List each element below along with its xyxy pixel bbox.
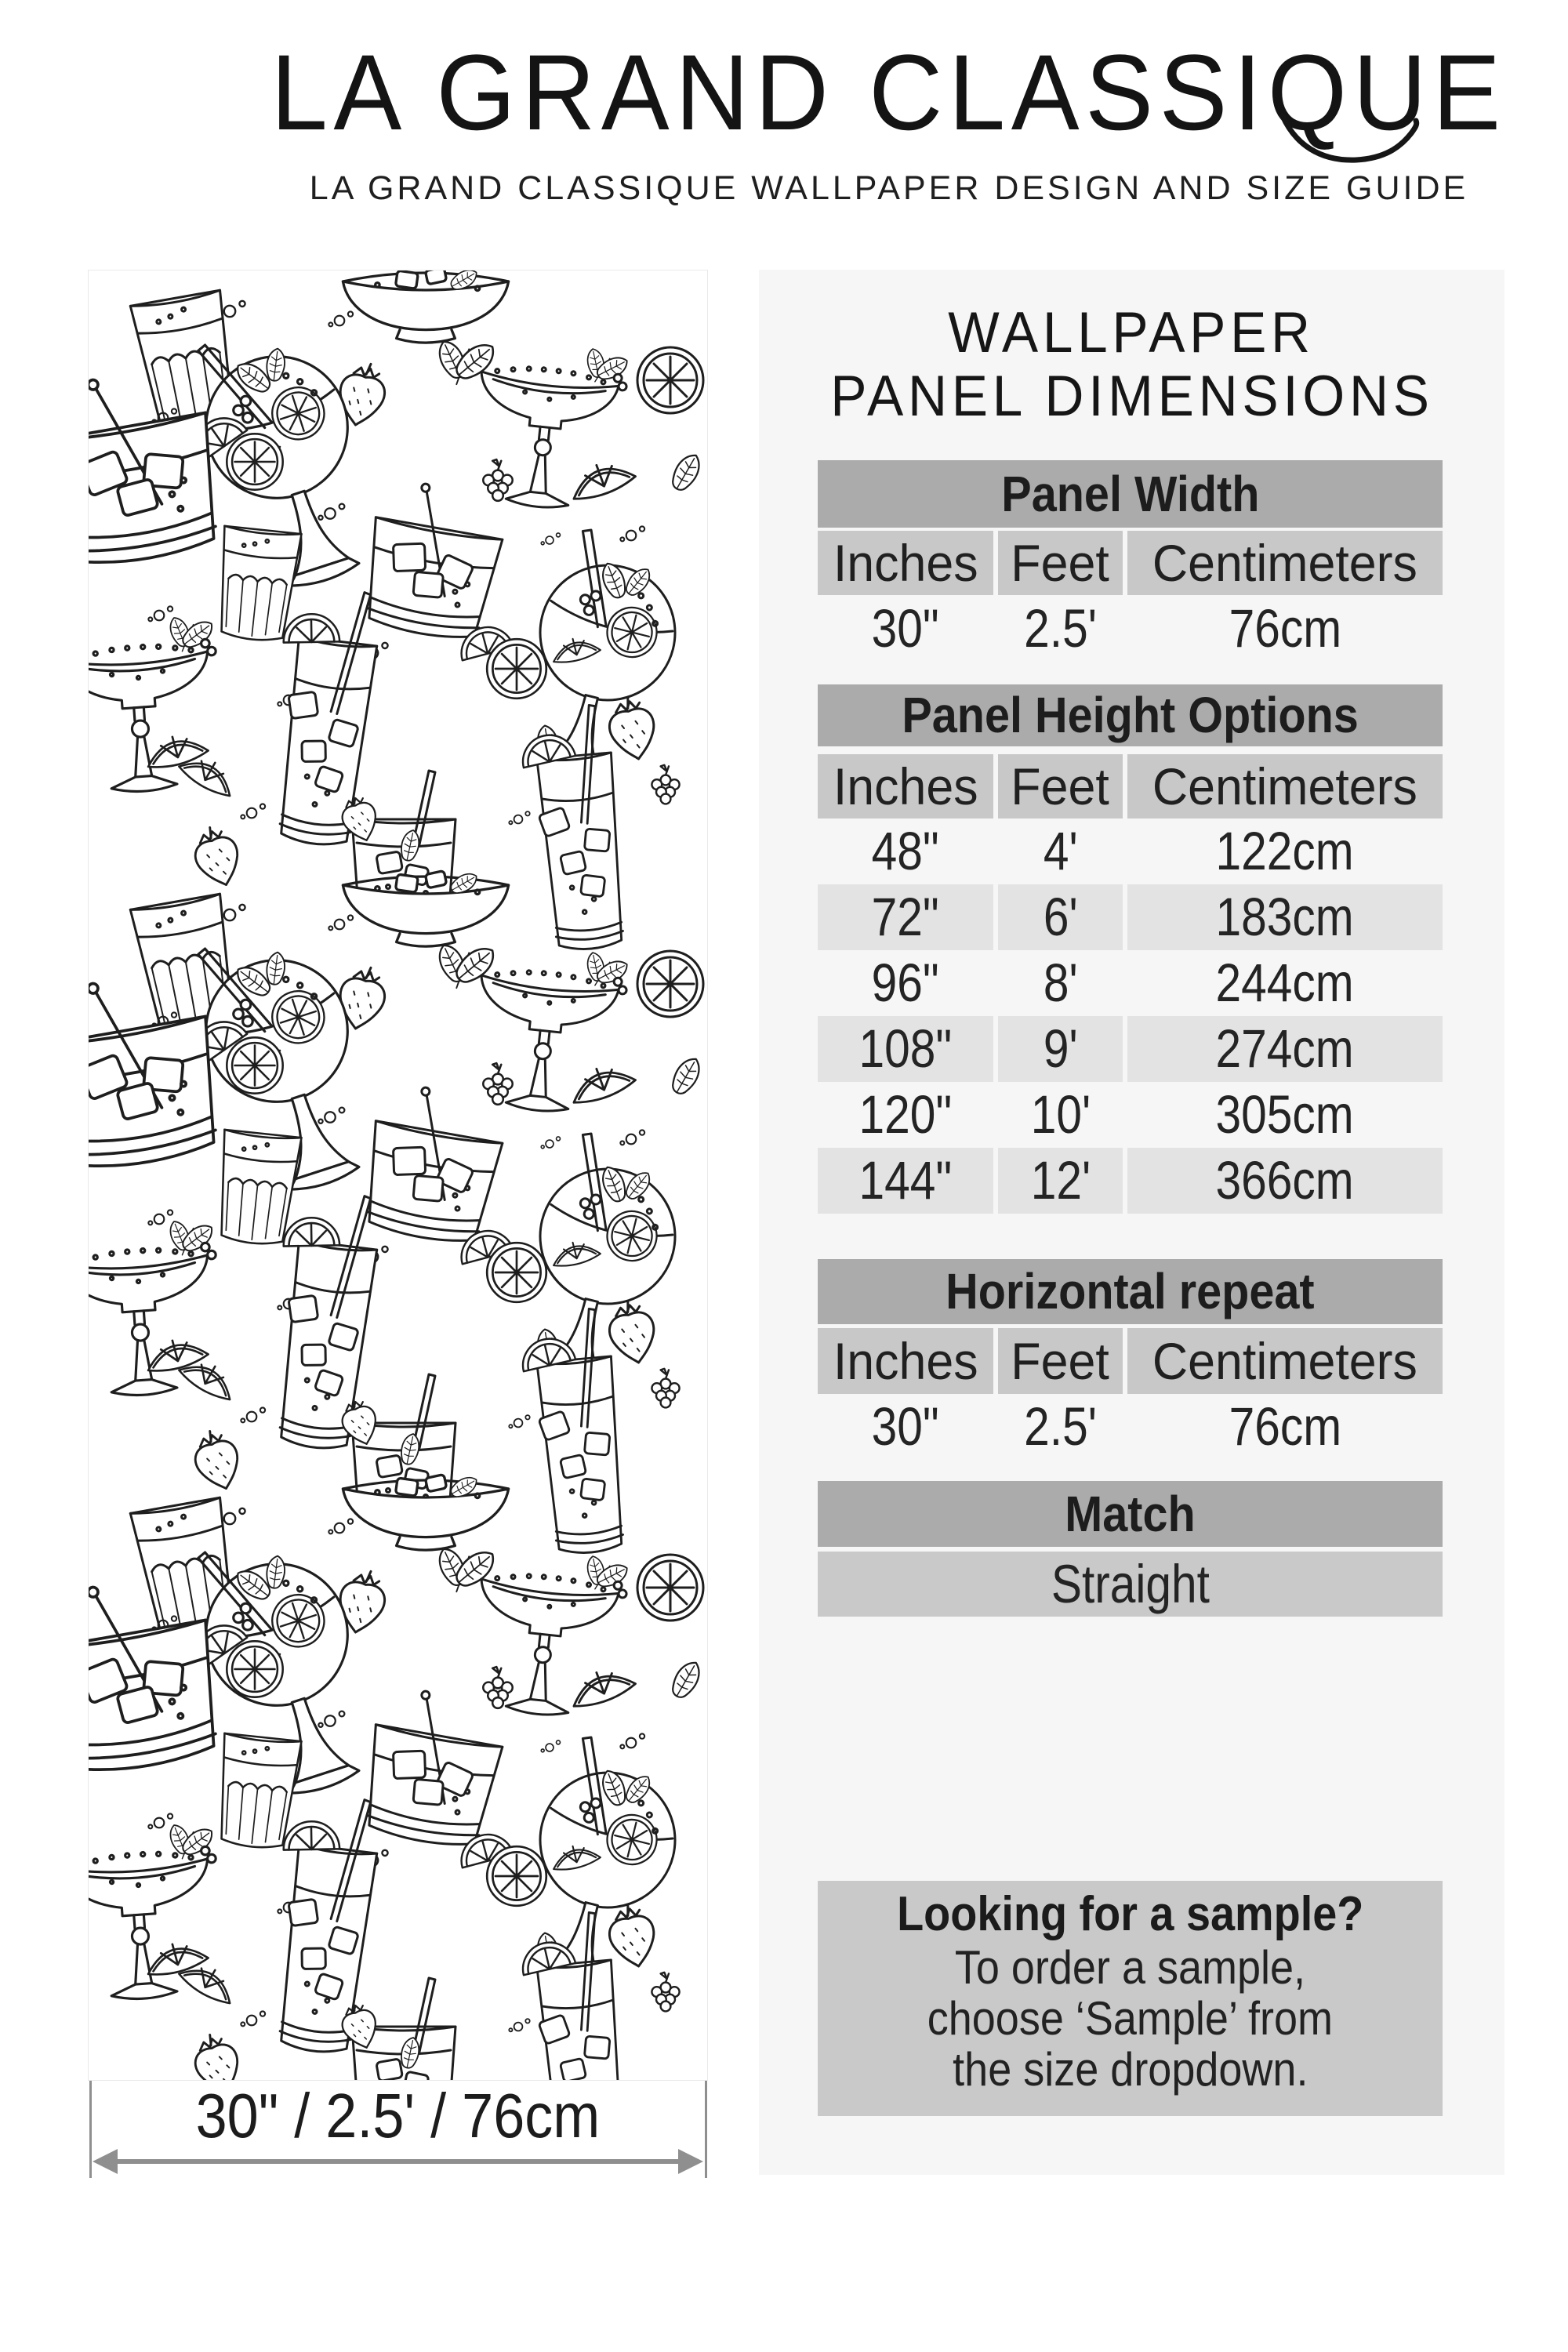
sample-box-title: Looking for a sample?: [896, 1887, 1364, 1941]
width-centimeters-value: 76cm: [1229, 598, 1341, 659]
panel-width-label: 30" / 2.5' / 76cm: [195, 2081, 601, 2151]
column-header-centimeters: Centimeters: [1127, 1328, 1443, 1394]
column-header-inches: Inches: [818, 754, 993, 818]
repeat-centimeters-value: 76cm: [1229, 1396, 1341, 1457]
panel-width-header: Panel Width: [818, 460, 1443, 528]
panel-height-column-headers: [818, 754, 1443, 818]
width-feet-value: 2.5': [1024, 598, 1097, 659]
sample-box-line: choose ‘Sample’ from: [927, 1992, 1334, 2045]
column-header-feet: Feet: [998, 1328, 1123, 1394]
column-header-centimeters: Centimeters: [1127, 531, 1443, 595]
height-row: 48" 4' 122cm: [871, 821, 1355, 881]
horizontal-repeat-section: [818, 1259, 1443, 1460]
brand-title-text: LA GRAND CLASSIQUE: [270, 33, 1508, 153]
repeat-values: [818, 1394, 1443, 1460]
dimensions-panel: [759, 270, 1504, 2175]
width-inches-value: 30": [871, 598, 940, 659]
match-header: Match: [818, 1481, 1443, 1547]
height-row: 144" 12' 366cm: [818, 1148, 1443, 1214]
column-header-feet: Feet: [998, 754, 1123, 818]
height-row: 96" 8' 244cm: [871, 953, 1355, 1013]
repeat-feet-value: 2.5': [1024, 1396, 1097, 1457]
height-row: 72" 6' 183cm: [818, 884, 1443, 950]
cocktail-pattern-illustration: [89, 270, 707, 2080]
brand-title: [0, 34, 1568, 152]
match-section: [818, 1481, 1443, 1617]
panel-height-header: Panel Height Options: [818, 684, 1443, 746]
brand-subtitle: LA GRAND CLASSIQUE WALLPAPER DESIGN AND SIZE GUIDE: [309, 169, 1469, 207]
height-row: 120" 10' 305cm: [858, 1084, 1355, 1145]
match-value: Straight: [818, 1552, 1443, 1617]
panel-title-line2: PANEL DIMENSIONS: [829, 365, 1434, 428]
panel-height-section: [818, 684, 1443, 1214]
repeat-inches-value: 30": [871, 1396, 940, 1457]
horizontal-repeat-header: Horizontal repeat: [818, 1259, 1443, 1324]
repeat-column-headers: [818, 1328, 1443, 1394]
column-header-centimeters: Centimeters: [1127, 754, 1443, 818]
panel-title: [759, 301, 1504, 428]
height-row: 108" 9' 274cm: [818, 1016, 1443, 1082]
wallpaper-preview: [88, 270, 708, 2081]
panel-width-section: [818, 460, 1443, 662]
sample-box-line: the size dropdown.: [952, 2043, 1308, 2096]
panel-width-column-headers: [818, 531, 1443, 595]
column-header-inches: Inches: [818, 1328, 993, 1394]
sample-info-box: [818, 1881, 1443, 2116]
panel-width-values: [818, 595, 1443, 662]
column-header-feet: Feet: [998, 531, 1123, 595]
width-arrow-icon: [88, 2143, 708, 2180]
panel-title-line1: WALLPAPER: [948, 301, 1316, 365]
sample-box-line: To order a sample,: [954, 1941, 1306, 1994]
column-header-inches: Inches: [818, 531, 993, 595]
